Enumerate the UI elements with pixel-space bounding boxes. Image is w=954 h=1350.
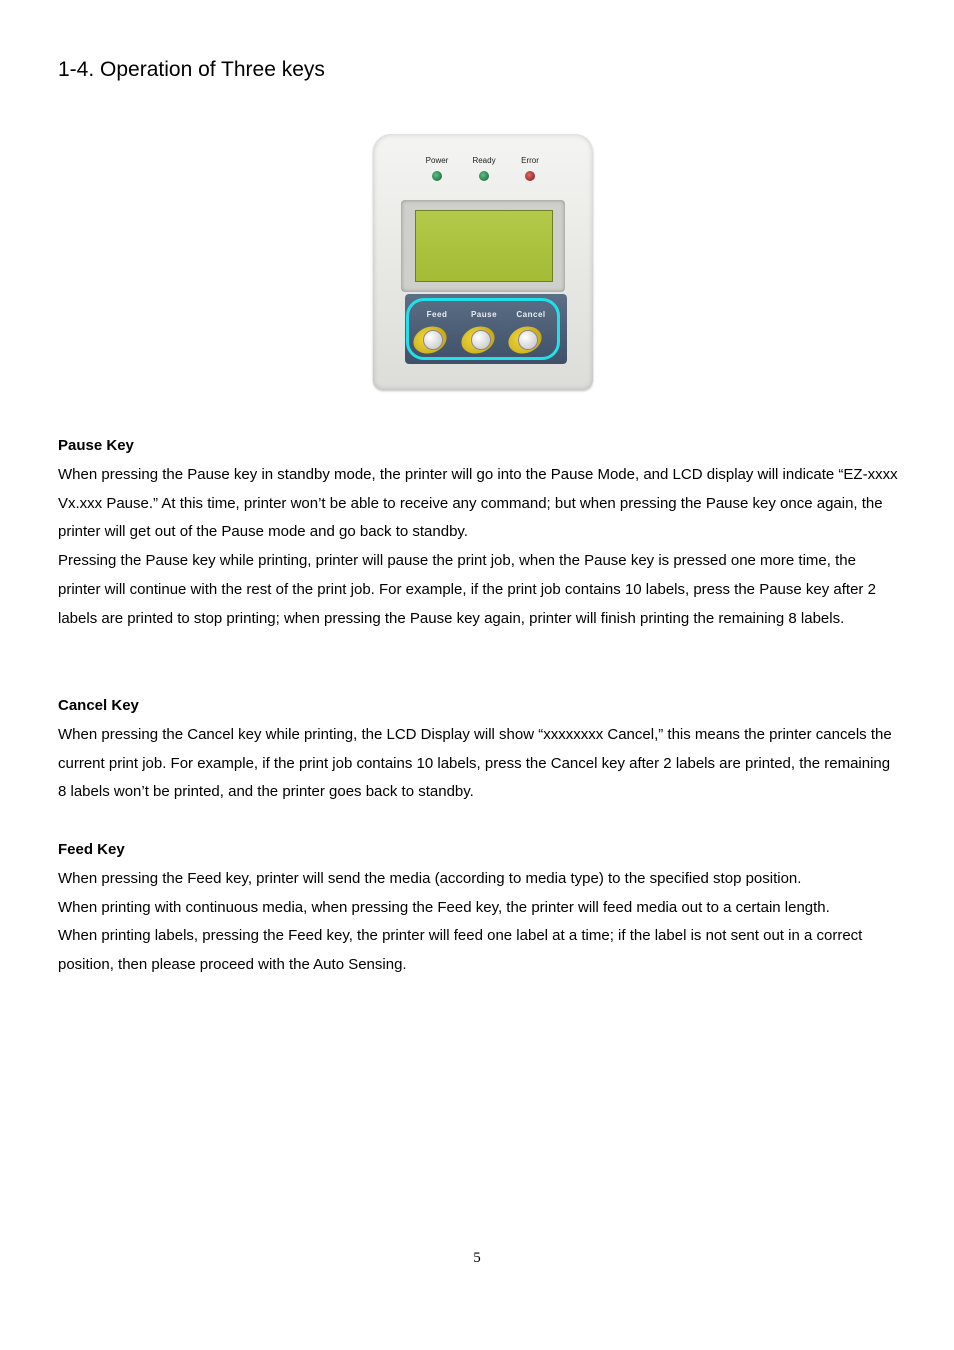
section-paragraph: Pressing the Pause key while printing, printer will pause the print job, when the Pause key is pressed one more time, the printer will continue with the rest of the print job. For example, if the print job contains 10 labels, press the Pause key after 2 labels are printed to stop printing; when pressing the Pause key again, printer will finish printing the remaining 8 labels. — [58, 552, 876, 627]
section-paragraph: When pressing the Feed key, printer will send the media (according to media type) to the specified stop position. — [58, 869, 802, 887]
keys-highlight-outline — [406, 298, 560, 360]
lcd-display — [415, 210, 553, 282]
feed-key-section — [58, 836, 898, 980]
power-led-icon — [432, 171, 442, 181]
lcd-frame — [401, 200, 565, 292]
ready-led-icon — [479, 171, 489, 181]
section-paragraph: When printing with continuous media, when pressing the Feed key, the printer will feed media out to a certain length. — [58, 898, 830, 916]
printer-panel-image — [373, 134, 593, 390]
section-heading: Feed Key — [58, 841, 125, 858]
page-number: 5 — [473, 1250, 481, 1266]
cancel-key-section — [58, 692, 898, 807]
led-label-power: Power — [425, 156, 449, 165]
led-label-error: Error — [521, 156, 539, 165]
key-label-feed: Feed — [426, 310, 448, 319]
section-heading: Cancel Key — [58, 697, 139, 714]
key-label-cancel: Cancel — [516, 310, 546, 319]
led-label-ready: Ready — [472, 156, 496, 165]
key-label-pause: Pause — [470, 310, 498, 319]
error-led-icon — [525, 171, 535, 181]
section-heading: Pause Key — [58, 437, 134, 454]
page-title: 1-4. Operation of Three keys — [58, 58, 325, 81]
section-paragraph: When printing labels, pressing the Feed key, the printer will feed one label at a time; if the label is not sent out in a correct position, then please proceed with the Auto Sensing. — [58, 927, 863, 974]
pause-key-section — [58, 432, 898, 634]
section-paragraph: When pressing the Pause key in standby mode, the printer will go into the Pause Mode, and LCD display will indicate “EZ-xxxx Vx.xxx Pause.” At this time, printer won’t be able to receive any command; but when pressing the Pause key once again, the printer will get out of the Pause mode and go back to standby. — [58, 465, 898, 541]
section-paragraph: When pressing the Cancel key while printing, the LCD Display will show “xxxxxxxx Cancel,” this means the printer cancels the current print job. For example, if the print job contains 10 labels, press the Cancel key after 2 labels are printed, the remaining 8 labels won’t be printed, and the printer goes back to standby. — [58, 725, 892, 801]
